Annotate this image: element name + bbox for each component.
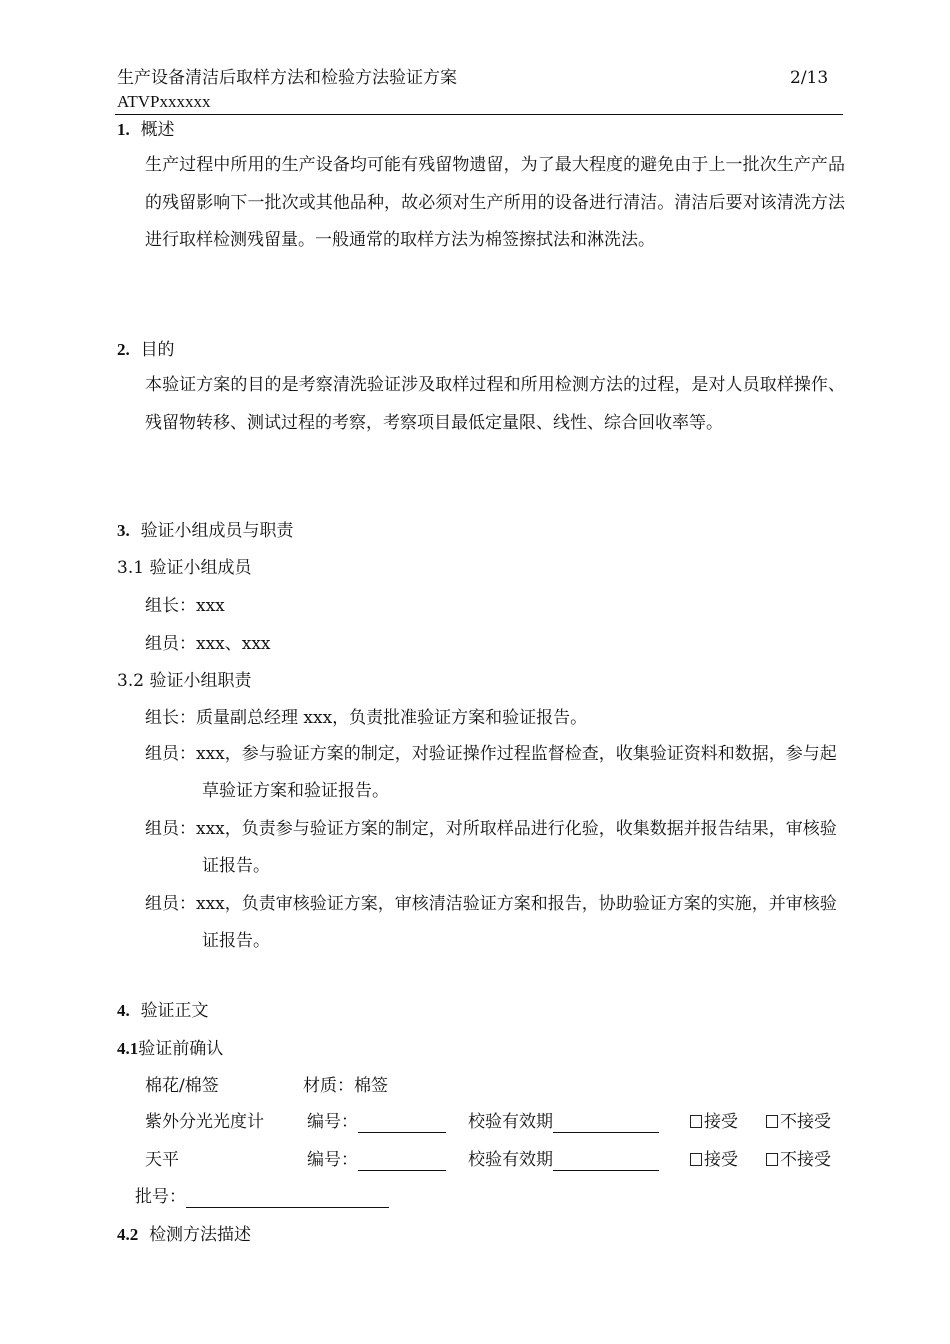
section-number: 3. — [117, 521, 130, 540]
duty-member-1: 组员：xxx，参与验证方案的制定，对验证操作过程监督检查，收集验证资料和数据，参与起草验证方案和验证报告。 — [145, 744, 837, 801]
equipment-cotton-swab: 棉花/棉签 — [145, 1076, 219, 1096]
subsection-3-1-heading: 3.1 验证小组成员 — [117, 558, 252, 578]
calibration-validity-blank[interactable] — [553, 1114, 659, 1133]
section-title: 目的 — [140, 340, 175, 360]
reject-label: 不接受 — [780, 1112, 831, 1132]
subsection-3-2-heading: 3.2 验证小组职责 — [117, 671, 252, 691]
calibration-validity-blank[interactable] — [553, 1152, 659, 1171]
checkbox-icon[interactable] — [766, 1153, 778, 1166]
header-title: 生产设备清洁后取样方法和检验方法验证方案 — [117, 68, 457, 88]
reject-label: 不接受 — [780, 1150, 831, 1170]
batch-number-label: 批号： — [135, 1187, 186, 1207]
serial-number-field — [307, 1111, 446, 1133]
batch-number-field — [135, 1186, 389, 1208]
serial-number-blank[interactable] — [358, 1152, 446, 1171]
serial-number-label: 编号： — [307, 1150, 358, 1170]
team-leader: 组长：xxx — [145, 596, 225, 616]
section-number: 2. — [117, 340, 130, 359]
subsection-4-1-heading — [117, 1038, 223, 1060]
subsection-number: 4.2 — [117, 1225, 139, 1244]
section-3-heading — [117, 520, 294, 542]
equipment-uv-spectrophotometer: 紫外分光光度计 — [145, 1112, 264, 1132]
checkbox-icon[interactable] — [690, 1115, 702, 1128]
subsection-4-2-heading — [117, 1224, 251, 1246]
subsection-title: 检测方法描述 — [149, 1225, 252, 1245]
calibration-validity-field — [468, 1111, 659, 1133]
reject-option[interactable] — [766, 1149, 831, 1171]
calibration-validity-label: 校验有效期 — [468, 1112, 553, 1132]
checkbox-icon[interactable] — [766, 1115, 778, 1128]
section-4-heading — [117, 1000, 209, 1022]
accept-label: 接受 — [704, 1150, 738, 1170]
section-number: 4. — [117, 1001, 130, 1020]
section-title: 概述 — [140, 120, 175, 140]
section-number: 1. — [117, 120, 130, 139]
section-1-body: 生产过程中所用的生产设备均可能有残留物遗留，为了最大程度的避免由于上一批次生产产品的残留影响下一批次或其他品种，故必须对生产所用的设备进行清洁。清洁后要对该清洗方法进行取样检测残留量。一般通常的取样方法为棉签擦拭法和淋洗法。 — [145, 155, 845, 250]
material-label: 材质：棉签 — [303, 1076, 388, 1096]
reject-option[interactable] — [766, 1111, 831, 1133]
duty-member-2: 组员：xxx，负责参与验证方案的制定，对所取样品进行化验，收集数据并报告结果，审核验证报告。 — [145, 819, 837, 876]
section-1-heading — [117, 119, 175, 141]
equipment-balance: 天平 — [145, 1150, 179, 1170]
team-members: 组员：xxx、xxx — [145, 634, 271, 654]
serial-number-label: 编号： — [307, 1112, 358, 1132]
calibration-validity-field — [468, 1149, 659, 1171]
batch-number-blank[interactable] — [186, 1189, 389, 1208]
calibration-validity-label: 校验有效期 — [468, 1150, 553, 1170]
subsection-title: 验证前确认 — [138, 1039, 224, 1059]
page-number: 2/13 — [790, 68, 829, 88]
document-number: ATVPxxxxxx — [117, 92, 211, 111]
accept-option[interactable] — [690, 1111, 738, 1133]
duty-leader: 组长：质量副总经理 xxx，负责批准验证方案和验证报告。 — [145, 708, 588, 728]
serial-number-field — [307, 1149, 446, 1171]
section-2-body: 本验证方案的目的是考察清洗验证涉及取样过程和所用检测方法的过程，是对人员取样操作、残留物转移、测试过程的考察，考察项目最低定量限、线性、综合回收率等。 — [145, 375, 845, 433]
checkbox-icon[interactable] — [690, 1153, 702, 1166]
section-2-heading — [117, 339, 175, 361]
duty-member-3: 组员：xxx，负责审核验证方案，审核清洁验证方案和报告，协助验证方案的实施，并审核验证报告。 — [145, 894, 837, 951]
accept-label: 接受 — [704, 1112, 738, 1132]
accept-option[interactable] — [690, 1149, 738, 1171]
section-title: 验证正文 — [140, 1001, 209, 1021]
section-title: 验证小组成员与职责 — [140, 521, 294, 541]
header-divider — [115, 114, 843, 115]
serial-number-blank[interactable] — [358, 1114, 446, 1133]
subsection-number: 4.1 — [117, 1039, 139, 1058]
